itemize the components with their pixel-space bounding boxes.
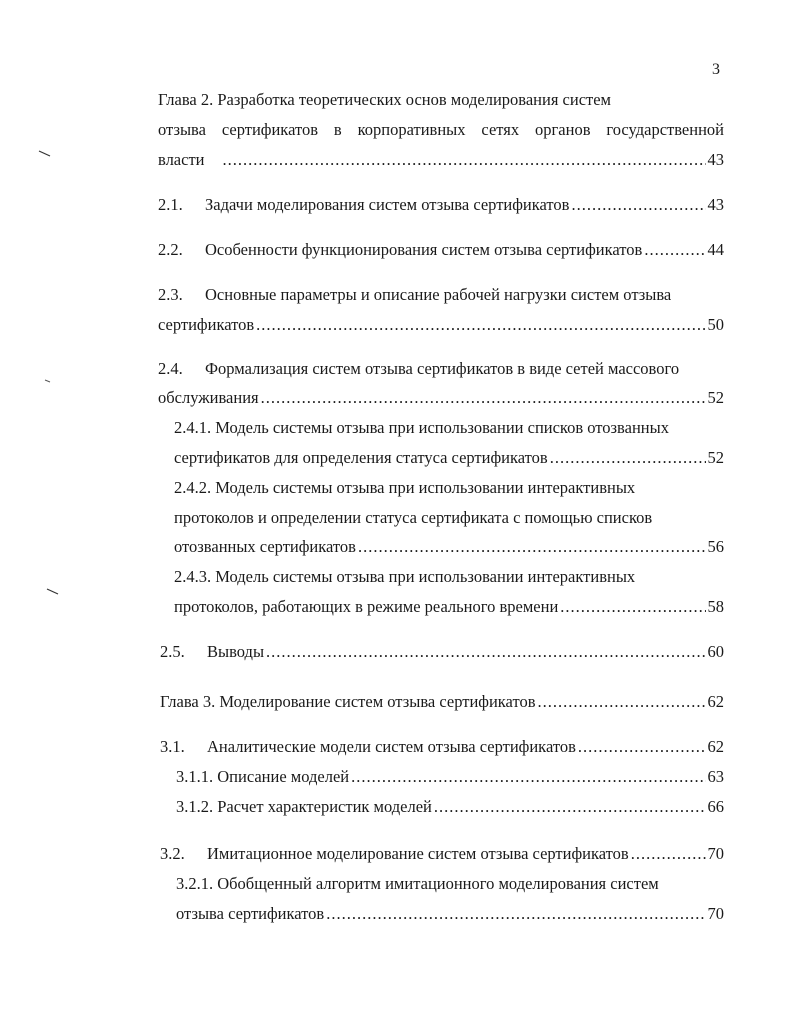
toc-entry-2-3-line1[interactable] [158,285,724,305]
leader-dots [578,737,706,757]
toc-entry-title: Аналитические модели систем отзыва сертификатов [207,737,576,756]
toc-entry-3-2-1[interactable] [176,904,724,924]
toc-entry-title: Выводы [207,642,265,661]
toc-entry-number: 3.2. [160,844,185,863]
toc-entry-2-4-line1[interactable] [158,359,724,379]
toc-page-number: 43 [707,150,724,169]
toc-entry-3-1[interactable] [160,737,724,757]
scan-mark [38,150,52,158]
toc-entry-title: Задачи моделирования систем отзыва сертификатов [205,195,570,214]
toc-entry-number: 3.1. [160,737,185,756]
toc-page-number: 43 [707,195,724,214]
toc-entry-title: Имитационное моделирование систем отзыва сертификатов [207,844,629,863]
toc-entry-number: 2.4. [158,359,183,378]
toc-entry-2-1[interactable] [158,195,724,215]
toc-entry-title: 3.1.2. Расчет характеристик моделей [176,797,432,816]
toc-entry-2-4-3[interactable] [174,597,724,617]
toc-entry-title: протоколов, работающих в режиме реального времени [174,597,559,616]
toc-page-number: 70 [707,904,724,923]
toc-entry-2-4-3-line1[interactable]: 2.4.3. Модель системы отзыва при использовании интерактивных [174,567,636,586]
leader-dots [550,448,706,468]
leader-dots [266,642,705,662]
toc-entry-title: отзыва сертификатов [176,904,325,923]
leader-dots [261,388,706,408]
toc-entry-2-5[interactable] [160,642,724,662]
toc-entry-3-2-1-line1[interactable]: 3.2.1. Обобщенный алгоритм имитационного моделирования систем [176,874,659,893]
toc-page-number: 66 [707,797,724,816]
toc-entry-2-4-2-line1[interactable]: 2.4.2. Модель системы отзыва при использовании интерактивных [174,478,636,497]
toc-page-number: 56 [707,537,724,556]
toc-entry-2-4-1[interactable] [174,448,724,468]
toc-entry-title: Основные параметры и описание рабочей нагрузки систем отзыва [205,285,672,304]
toc-entry-number: 2.3. [158,285,183,304]
toc-page-number: 52 [707,388,724,407]
toc-entry-2-4-1-line1[interactable]: 2.4.1. Модель системы отзыва при использовании списков отозванных [174,418,669,437]
toc-entry-3-1-1[interactable] [176,767,724,787]
leader-dots [256,315,705,335]
toc-entry-title: обслуживания [158,388,259,407]
toc-entry-2-3[interactable] [158,315,724,335]
toc-entry-title: власти [158,150,205,169]
toc-page-number: 70 [707,844,724,863]
toc-page-number: 50 [707,315,724,334]
scan-mark [46,588,60,596]
leader-dots [644,240,705,260]
toc-page-number: 62 [707,737,724,756]
leader-dots [223,150,706,170]
toc-page-number: 63 [707,767,724,786]
toc-entry-2-2[interactable] [158,240,724,260]
toc-entry-3-1-2[interactable] [176,797,724,817]
leader-dots [571,195,705,215]
scan-mark [44,378,52,384]
toc-entry-2-4[interactable] [158,388,724,408]
toc-entry-3-2[interactable] [160,844,724,864]
toc-page-number: 60 [707,642,724,661]
leader-dots [351,767,705,787]
toc-entry-chapter2[interactable] [158,150,724,170]
toc-entry-title: Формализация систем отзыва сертификатов в виде сетей массового [205,359,680,378]
toc-page-number: 58 [707,597,724,616]
toc-entry-title: Глава 3. Моделирование систем отзыва сертификатов [160,692,536,711]
toc-page-number: 62 [707,692,724,711]
toc-entry-title: Особенности функционирования систем отзыва сертификатов [205,240,643,259]
leader-dots [358,537,706,557]
leader-dots [538,692,706,712]
toc-page-number: 52 [707,448,724,467]
toc-entry-title: отозванных сертификатов [174,537,356,556]
toc-entry-2-4-2-line2[interactable]: протоколов и определении статуса сертификата с помощью списков [174,508,653,527]
toc-entry-title: сертификатов [158,315,255,334]
toc-entry-number: 2.1. [158,195,183,214]
leader-dots [326,904,705,924]
toc-entry-title: 3.1.1. Описание моделей [176,767,350,786]
toc-chapter2-line1: Глава 2. Разработка теоретических основ моделирования систем [158,90,612,109]
leader-dots [434,797,706,817]
toc-entry-chapter3[interactable] [160,692,724,712]
toc-chapter2-line2: отзыва сертификатов в корпоративных сетях органов государственной [158,120,724,139]
toc-entry-number: 2.5. [160,642,185,661]
page-number: 3 [712,61,720,78]
toc-page-number: 44 [707,240,724,259]
toc-entry-2-4-2[interactable] [174,537,724,557]
toc-entry-number: 2.2. [158,240,183,259]
leader-dots [631,844,706,864]
leader-dots [560,597,705,617]
toc-entry-title: сертификатов для определения статуса сертификатов [174,448,548,467]
